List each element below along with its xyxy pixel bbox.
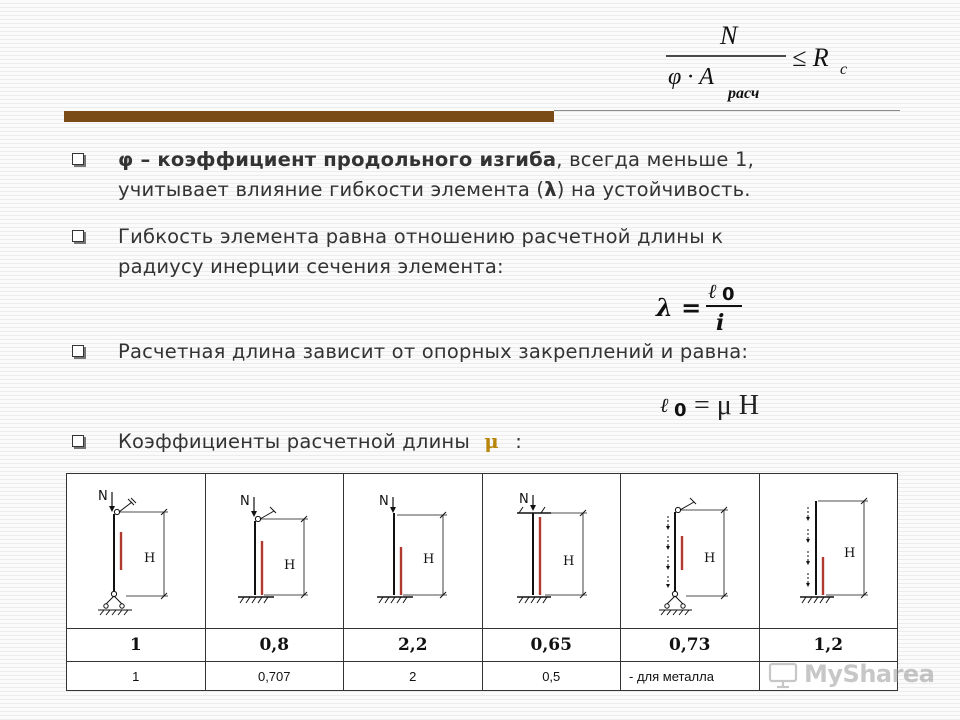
- height-label: H: [422, 552, 435, 567]
- slenderness-lhs: λ =: [656, 293, 702, 322]
- height-label: H: [703, 551, 716, 566]
- effective-length-formula: [656, 384, 786, 428]
- bullet-1-line2-pre: учитывает влияние гибкости элемента (: [118, 178, 545, 201]
- bullet-1-rest: , всегда меньше 1,: [556, 148, 754, 171]
- formula-relation-subscript: c: [840, 61, 848, 78]
- force-label: N: [378, 494, 389, 509]
- mu-value-cell: 0,8: [205, 629, 344, 662]
- divider-line: [554, 110, 900, 111]
- mu-metal-cell: 0,5: [482, 662, 621, 691]
- checkbox-bullet-icon: [72, 435, 84, 447]
- checkbox-bullet-icon: [72, 230, 84, 242]
- effective-length-rhs: = μ H: [694, 390, 760, 421]
- bullet-1-lambda: λ: [544, 178, 557, 201]
- bullet-mu-coefficients: [72, 427, 522, 457]
- bullet-2-line1: Гибкость элемента равна отношению расчетной длины к: [118, 225, 724, 248]
- scheme-cell-fixed-pinned: [205, 474, 344, 629]
- checkbox-bullet-icon: [72, 345, 84, 357]
- scheme-fixed-free: [363, 491, 463, 611]
- scheme-cell-distributed-cantilever: [759, 474, 898, 629]
- formula-denominator-subscript: расч: [728, 85, 760, 102]
- mu-value-cell: 0,73: [621, 629, 760, 662]
- scheme-cell-pinned-pinned: [67, 474, 206, 629]
- height-label: H: [563, 554, 575, 569]
- scheme-cell-fixed-fixed: [482, 474, 621, 629]
- bullet-4-colon: :: [515, 430, 523, 453]
- formula-relation: ≤ R: [792, 43, 829, 72]
- mu-metal-cell: 0,707: [205, 662, 344, 691]
- mu-value-cell: 1: [67, 629, 206, 662]
- stability-formula: [660, 14, 870, 106]
- effective-length-lhs-subscript: 0: [674, 400, 687, 421]
- slenderness-formula: [654, 276, 754, 334]
- scheme-fixed-fixed: [501, 491, 601, 611]
- formula-numerator: N: [720, 21, 738, 50]
- accent-bar: [64, 111, 554, 122]
- height-label: H: [844, 546, 856, 561]
- scheme-cell-fixed-free: [344, 474, 483, 629]
- projector-icon: [768, 659, 798, 689]
- force-label: N: [519, 492, 529, 507]
- mu-value-cell: 2,2: [344, 629, 483, 662]
- bullet-1-line2-post: ) на устойчивость.: [556, 178, 751, 201]
- height-label: H: [284, 558, 296, 573]
- checkbox-bullet-icon: [72, 153, 84, 165]
- scheme-fixed-pinned: [224, 491, 324, 611]
- mu-symbol: μ: [484, 430, 499, 453]
- scheme-row: [67, 474, 898, 629]
- bullet-3-line1: Расчетная длина зависит от опорных закреплений и равна:: [118, 340, 749, 363]
- bullet-1-bold: φ – коэффициент продольного изгиба: [118, 148, 557, 171]
- watermark-text: MySharea: [804, 660, 935, 688]
- force-label: N: [97, 489, 108, 504]
- mu-value-cell: 1,2: [759, 629, 898, 662]
- mu-metal-cell: 1: [67, 662, 206, 691]
- mu-metal-cell: 2: [344, 662, 483, 691]
- bullet-phi: [72, 145, 754, 205]
- mu-value-cell: 0,65: [482, 629, 621, 662]
- force-label: N: [240, 494, 250, 509]
- slenderness-denominator: i: [716, 310, 725, 334]
- bullet-effective-length: [72, 337, 748, 367]
- bullet-slenderness: [72, 222, 723, 282]
- slenderness-numerator-subscript: 0: [722, 284, 735, 305]
- slenderness-numerator: ℓ: [708, 279, 717, 303]
- metal-note-cell: - для металла: [621, 662, 760, 691]
- watermark: [768, 656, 934, 692]
- scheme-distributed-pinned: [640, 486, 740, 616]
- height-label: H: [143, 551, 156, 566]
- effective-length-lhs: ℓ: [660, 393, 669, 417]
- bullet-2-line2: радиусу инерции сечения элемента:: [118, 255, 504, 278]
- scheme-distributed-cantilever: [778, 491, 878, 611]
- scheme-pinned-pinned: [86, 486, 186, 616]
- bullet-4-line1: Коэффициенты расчетной длины: [118, 430, 470, 453]
- formula-denominator: φ · A: [668, 64, 714, 90]
- scheme-cell-distributed-pinned: [621, 474, 760, 629]
